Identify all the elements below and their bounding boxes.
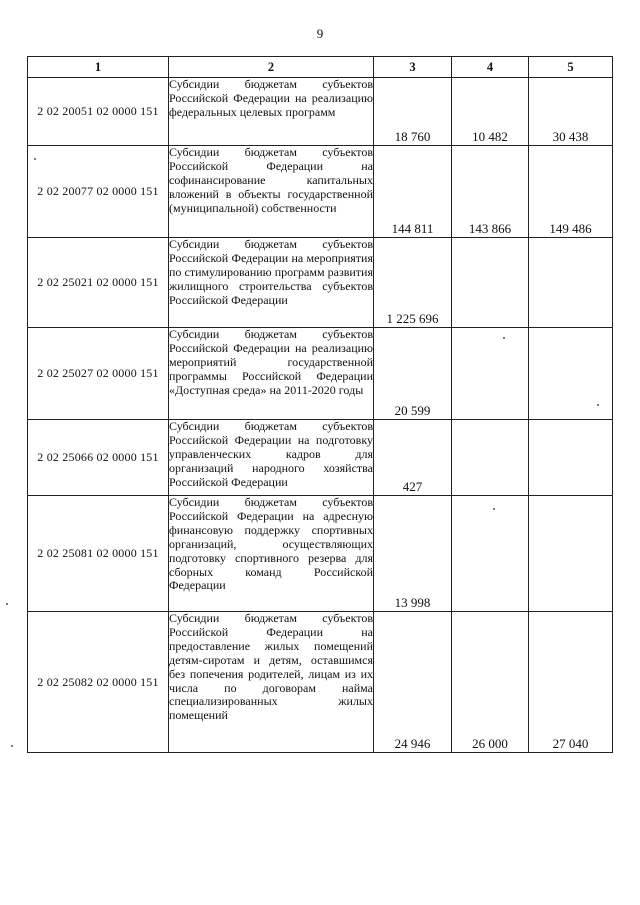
scan-speck — [597, 404, 599, 406]
col5-value-cell — [529, 496, 613, 612]
page-number: 9 — [316, 26, 324, 41]
col5-value-cell — [529, 420, 613, 496]
col3-value-cell: 1 225 696 — [374, 238, 452, 328]
col4-value-cell: 10 482 — [452, 78, 529, 146]
col5-value-cell — [529, 238, 613, 328]
description-cell: Субсидии бюджетам субъектов Российской Федерации на подготовку управленческих кадров для организаций народного хозяйства Российской Федерации — [169, 420, 374, 496]
budget-code-cell: 2 02 20077 02 0000 151 — [28, 146, 169, 238]
column-header-2: 2 — [169, 57, 374, 78]
table-row — [28, 238, 613, 328]
description-cell: Субсидии бюджетам субъектов Российской Федерации на мероприятия по стимулированию программ развития жилищного строительства субъектов Российской Федерации — [169, 238, 374, 328]
scan-speck — [6, 603, 8, 605]
budget-code-cell: 2 02 20051 02 0000 151 — [28, 78, 169, 146]
scan-speck — [34, 158, 36, 160]
col5-value-cell: 149 486 — [529, 146, 613, 238]
column-header-1: 1 — [28, 57, 169, 78]
budget-code-cell: 2 02 25082 02 0000 151 — [28, 612, 169, 753]
col4-value-cell — [452, 420, 529, 496]
scan-speck — [11, 745, 13, 747]
col4-value-cell — [452, 238, 529, 328]
col4-value-cell: 143 866 — [452, 146, 529, 238]
header-row — [28, 57, 613, 78]
table-row — [28, 78, 613, 146]
description-cell: Субсидии бюджетам субъектов Российской Федерации на адресную финансовую поддержку спортивных организаций, осуществляющих подготовку спортивного резерва для сборных команд Российской Федерации — [169, 496, 374, 612]
budget-table — [27, 56, 613, 753]
column-header-3: 3 — [374, 57, 452, 78]
col5-value-cell: 30 438 — [529, 78, 613, 146]
column-header-4: 4 — [452, 57, 529, 78]
table-row — [28, 496, 613, 612]
col3-value-cell: 18 760 — [374, 78, 452, 146]
table-row — [28, 420, 613, 496]
budget-code-cell: 2 02 25081 02 0000 151 — [28, 496, 169, 612]
col3-value-cell: 427 — [374, 420, 452, 496]
column-header-5: 5 — [529, 57, 613, 78]
table-row — [28, 328, 613, 420]
budget-code-cell: 2 02 25021 02 0000 151 — [28, 238, 169, 328]
col3-value-cell: 144 811 — [374, 146, 452, 238]
col3-value-cell: 13 998 — [374, 496, 452, 612]
col4-value-cell — [452, 496, 529, 612]
col4-value-cell — [452, 328, 529, 420]
table-row — [28, 146, 613, 238]
table-row — [28, 612, 613, 753]
col3-value-cell: 20 599 — [374, 328, 452, 420]
scan-speck — [503, 337, 505, 339]
description-cell: Субсидии бюджетам субъектов Российской Федерации на реализацию мероприятий государственной программы Российской Федерации «Доступная среда» на 2011-2020 годы — [169, 328, 374, 420]
col5-value-cell: 27 040 — [529, 612, 613, 753]
col4-value-cell: 26 000 — [452, 612, 529, 753]
budget-code-cell: 2 02 25027 02 0000 151 — [28, 328, 169, 420]
description-cell: Субсидии бюджетам субъектов Российской Федерации на софинансирование капитальных вложений в объекты государственной (муниципальной) собственности — [169, 146, 374, 238]
description-cell: Субсидии бюджетам субъектов Российской Федерации на реализацию федеральных целевых программ — [169, 78, 374, 146]
col5-value-cell — [529, 328, 613, 420]
description-cell: Субсидии бюджетам субъектов Российской Федерации на предоставление жилых помещений детям-сиротам и детям, оставшимся без попечения родителей, лицам из их числа по договорам найма специализированных жилых помещений — [169, 612, 374, 753]
col3-value-cell: 24 946 — [374, 612, 452, 753]
budget-code-cell: 2 02 25066 02 0000 151 — [28, 420, 169, 496]
scan-speck — [493, 508, 495, 510]
